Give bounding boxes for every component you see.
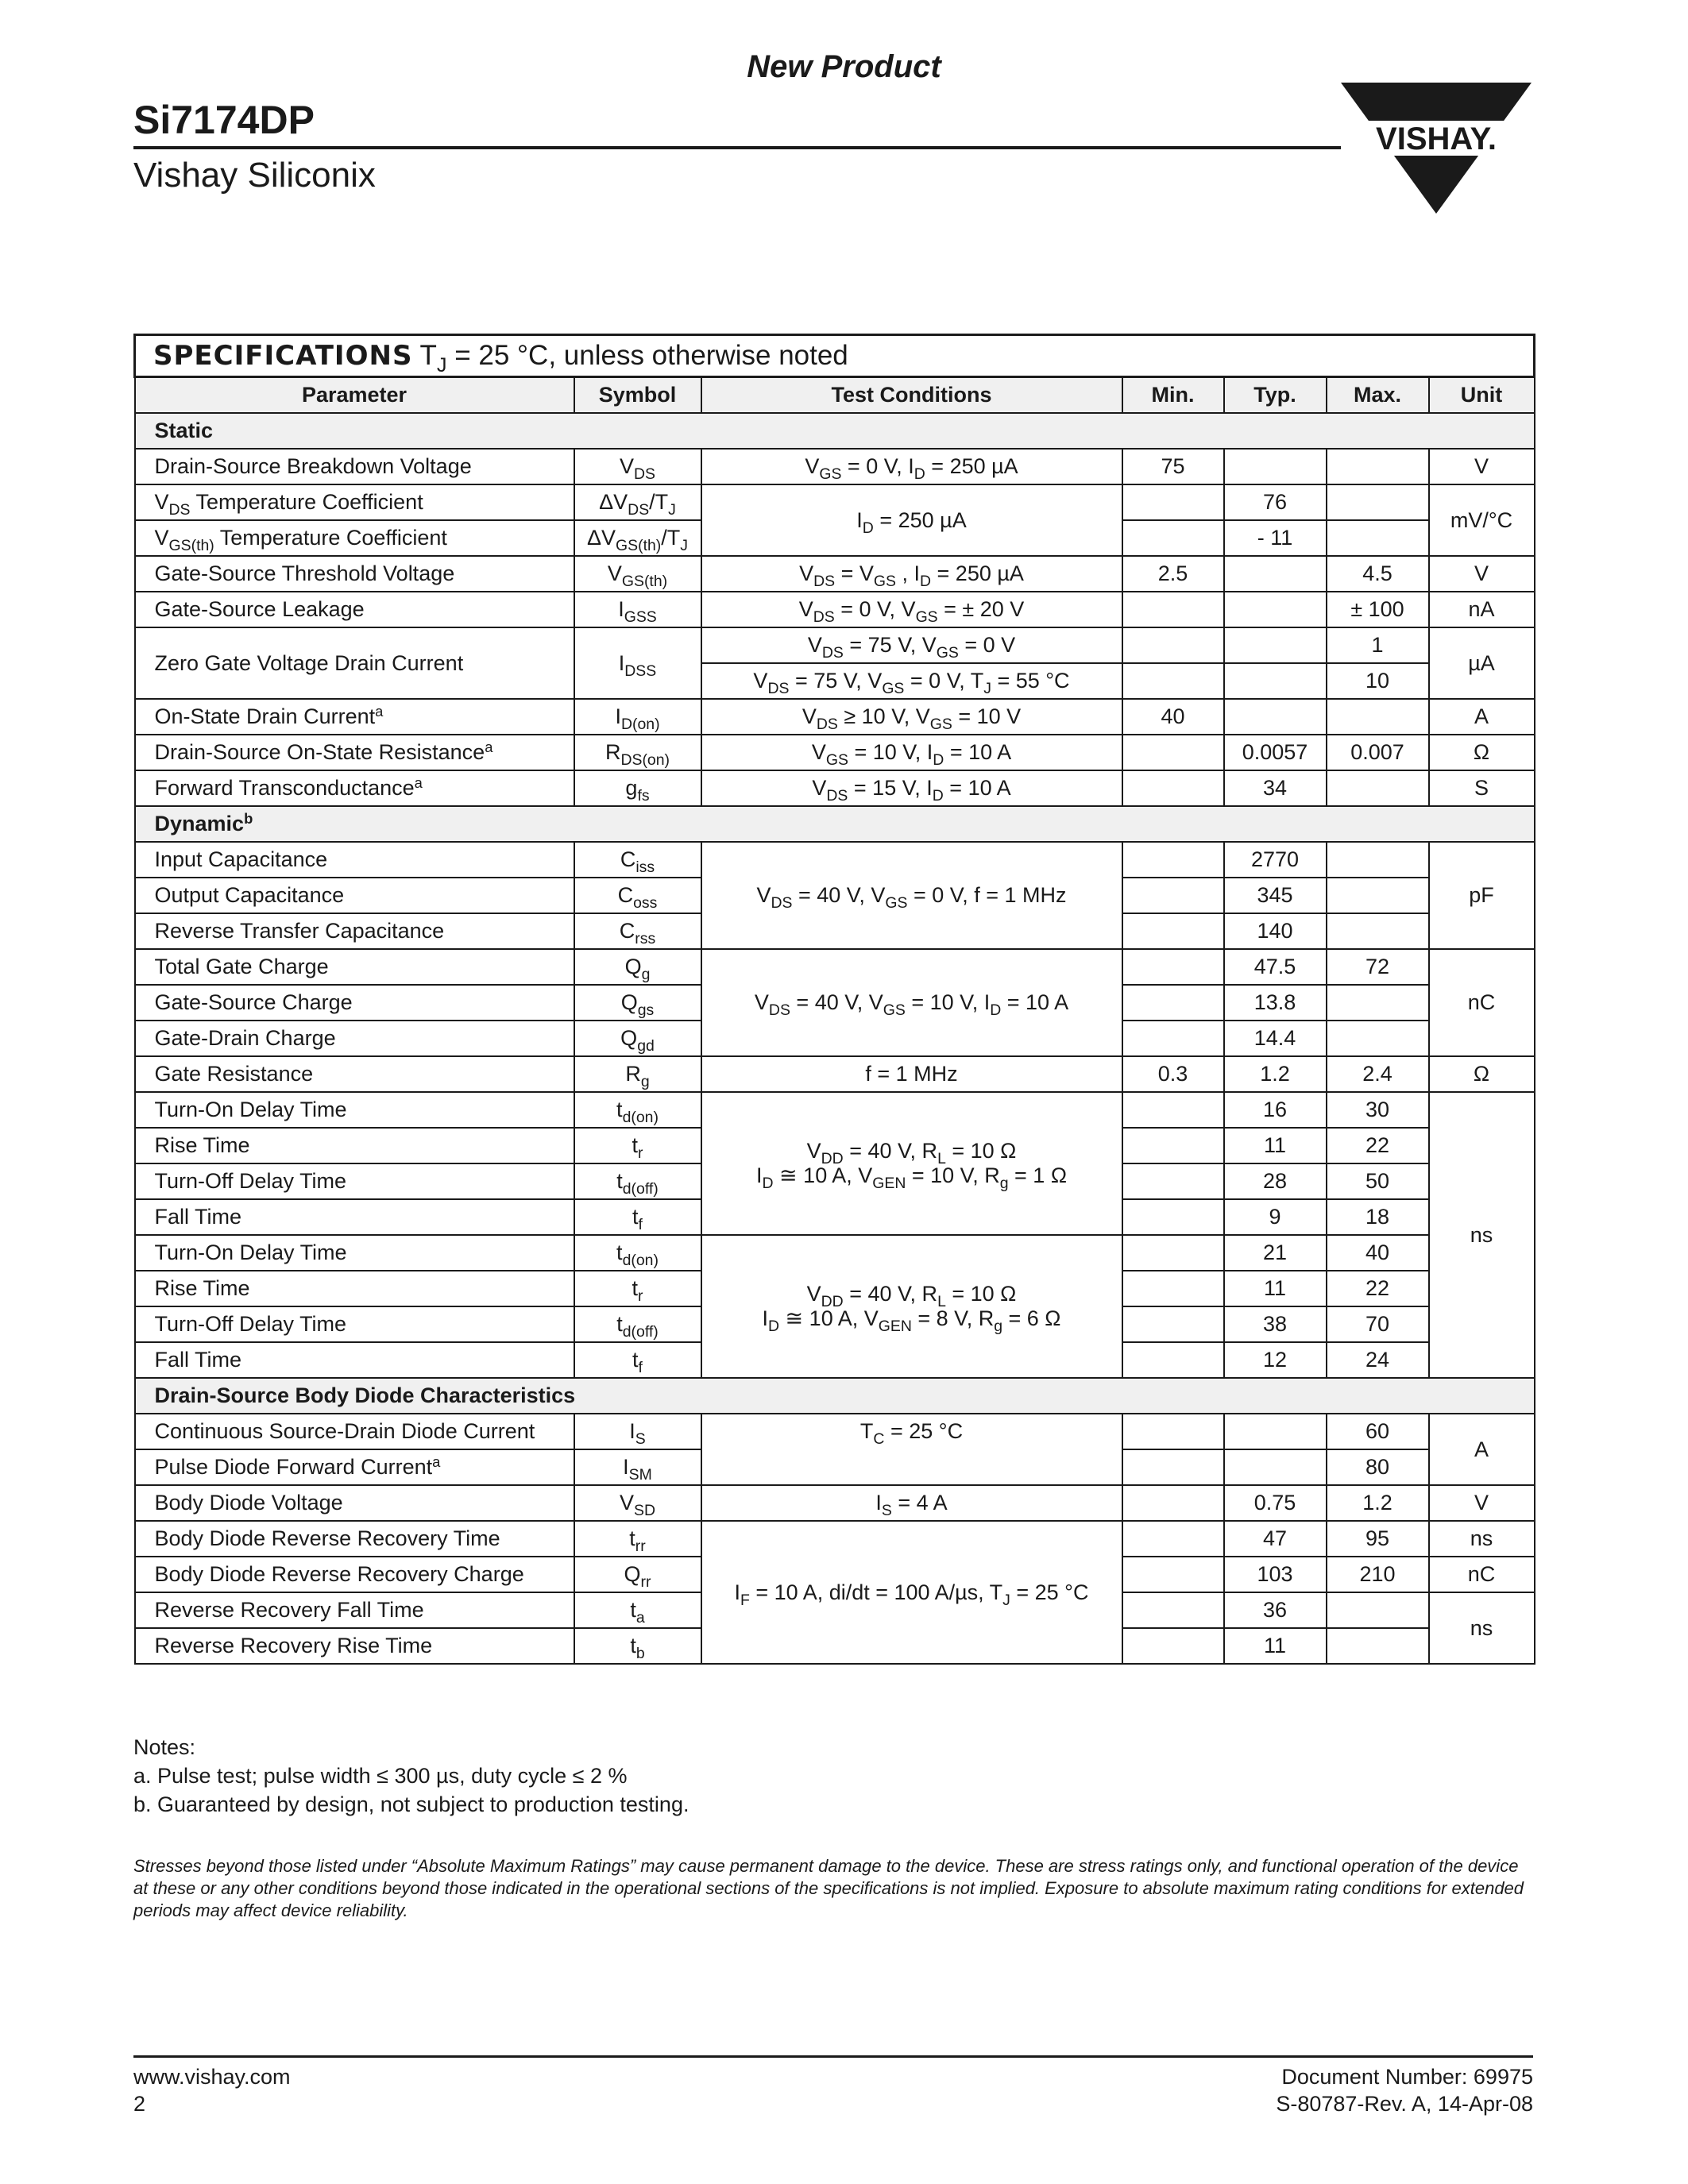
cell-parameter: $V_{DS}$ Temperature Coefficient [135, 484, 574, 520]
cell-max [1327, 913, 1429, 949]
col-parameter: Parameter [135, 377, 574, 414]
col-max: Max. [1327, 377, 1429, 414]
cell-min [1122, 770, 1224, 806]
cell-max [1327, 985, 1429, 1021]
cell-symbol: $Q_{rr}$ [574, 1557, 701, 1592]
cell-parameter: Pulse Diode Forward Current$^a$ [135, 1449, 574, 1485]
cell-min [1122, 842, 1224, 878]
cell-conditions: $I_F = 10$ A, di/dt = 100 A/µs, $T_J = 25$ °C [701, 1521, 1122, 1664]
table-row [135, 1092, 1535, 1128]
cell-min [1122, 1557, 1224, 1592]
cell-parameter: Gate-Drain Charge [135, 1021, 574, 1056]
cell-min [1122, 627, 1224, 663]
cell-max: 1 [1327, 627, 1429, 663]
cell-max: 2.4 [1327, 1056, 1429, 1092]
cell-conditions: $V_{DS} = 15$ V, $I_D = 10$ A [701, 770, 1122, 806]
cell-conditions: f = 1 MHz [701, 1056, 1122, 1092]
cell-parameter: Drain-Source Breakdown Voltage [135, 449, 574, 484]
cell-unit: V [1429, 556, 1535, 592]
cell-conditions: $V_{DS} = 75$ V, $V_{GS} = 0$ V, $T_J = 55$ °C [701, 663, 1122, 699]
cell-symbol: $t_r$ [574, 1128, 701, 1163]
cell-symbol: $R_{DS(on)}$ [574, 735, 701, 770]
cell-conditions: $I_S = 4$ A [701, 1485, 1122, 1521]
cell-typ: 11 [1224, 1628, 1327, 1664]
table-row [135, 735, 1535, 770]
table-row [135, 627, 1535, 663]
cell-max [1327, 699, 1429, 735]
cell-max: 60 [1327, 1414, 1429, 1449]
cell-min: 2.5 [1122, 556, 1224, 592]
cell-max: 72 [1327, 949, 1429, 985]
cell-symbol: $Q_{gd}$ [574, 1021, 701, 1056]
cell-min [1122, 1271, 1224, 1306]
cell-max: 24 [1327, 1342, 1429, 1378]
cell-max: ± 100 [1327, 592, 1429, 627]
footer-right [953, 2063, 1533, 2117]
cell-unit: µA [1429, 627, 1535, 699]
cell-unit: nC [1429, 1557, 1535, 1592]
cell-parameter: On-State Drain Current$^a$ [135, 699, 574, 735]
table-row [135, 699, 1535, 735]
cell-unit: S [1429, 770, 1535, 806]
cell-max [1327, 878, 1429, 913]
cell-min [1122, 1485, 1224, 1521]
cell-conditions: $V_{DS} = 0$ V, $V_{GS}$ = ± 20 V [701, 592, 1122, 627]
cell-max [1327, 842, 1429, 878]
cell-typ: 11 [1224, 1271, 1327, 1306]
cell-conditions: $V_{DS} = 40$ V, $V_{GS} = 0$ V, f = 1 MHz [701, 842, 1122, 949]
cell-symbol: $I_{DSS}$ [574, 627, 701, 699]
cell-typ: 9 [1224, 1199, 1327, 1235]
table-row [135, 949, 1535, 985]
table-row [135, 449, 1535, 484]
cell-conditions: $V_{DS} = V_{GS}$ , $I_D = 250$ µA [701, 556, 1122, 592]
cell-min [1122, 1092, 1224, 1128]
cell-max [1327, 449, 1429, 484]
cell-conditions: $V_{DS} = 75$ V, $V_{GS} = 0$ V [701, 627, 1122, 663]
cell-symbol: $V_{GS(th)}$ [574, 556, 701, 592]
cell-typ: 11 [1224, 1128, 1327, 1163]
cell-conditions: $T_C = 25$ °C [701, 1414, 1122, 1485]
cell-parameter: Drain-Source On-State Resistance$^a$ [135, 735, 574, 770]
cell-parameter: Reverse Recovery Rise Time [135, 1628, 574, 1664]
cell-min [1122, 878, 1224, 913]
cell-max [1327, 1021, 1429, 1056]
cell-min [1122, 913, 1224, 949]
cell-typ [1224, 627, 1327, 663]
cell-unit: mV/°C [1429, 484, 1535, 556]
cell-parameter: Rise Time [135, 1128, 574, 1163]
cell-symbol: $t_{d(on)}$ [574, 1235, 701, 1271]
cell-unit: A [1429, 699, 1535, 735]
table-row [135, 842, 1535, 878]
cell-typ: 2770 [1224, 842, 1327, 878]
cell-min [1122, 1628, 1224, 1664]
cell-conditions: $V_{GS} = 0$ V, $I_D = 250$ µA [701, 449, 1122, 484]
stress-disclaimer: Stresses beyond those listed under “Absolute Maximum Ratings” may cause permanent damage to the device. These are stress ratings only, and functional operation of the device at these or any other conditions beyond those indicated in the operational sections of the specifications is not implied. Exposure to absolute maximum rating conditions for extended periods may affect device reliability. [133, 1856, 1524, 1920]
cell-typ [1224, 1414, 1327, 1449]
cell-typ: 21 [1224, 1235, 1327, 1271]
cell-parameter: Input Capacitance [135, 842, 574, 878]
cell-parameter: Continuous Source-Drain Diode Current [135, 1414, 574, 1449]
table-title: SPECIFICATIONS $T_J = 25$ °C, unless otherwise noted [135, 335, 1535, 377]
cell-max [1327, 770, 1429, 806]
cell-unit: Ω [1429, 1056, 1535, 1092]
cell-typ [1224, 449, 1327, 484]
cell-symbol: $t_{d(off)}$ [574, 1306, 701, 1342]
cell-symbol: $t_a$ [574, 1592, 701, 1628]
cell-typ: 76 [1224, 484, 1327, 520]
cell-typ: 28 [1224, 1163, 1327, 1199]
cell-typ: 34 [1224, 770, 1327, 806]
cell-parameter: Body Diode Reverse Recovery Charge [135, 1557, 574, 1592]
cell-max: 40 [1327, 1235, 1429, 1271]
cell-min [1122, 484, 1224, 520]
cell-symbol: $t_f$ [574, 1199, 701, 1235]
cell-min [1122, 663, 1224, 699]
cell-symbol: $C_{rss}$ [574, 913, 701, 949]
cell-max: 18 [1327, 1199, 1429, 1235]
cell-typ [1224, 556, 1327, 592]
cell-unit: A [1429, 1414, 1535, 1485]
cell-typ: 38 [1224, 1306, 1327, 1342]
cell-unit: V [1429, 449, 1535, 484]
cell-symbol: $\Delta V_{DS}/T_J$ [574, 484, 701, 520]
cell-min [1122, 1342, 1224, 1378]
notes-heading: Notes: [133, 1735, 196, 1759]
cell-typ: 1.2 [1224, 1056, 1327, 1092]
cell-parameter: Forward Transconductance$^a$ [135, 770, 574, 806]
cell-max: 80 [1327, 1449, 1429, 1485]
cell-parameter: Turn-On Delay Time [135, 1235, 574, 1271]
cell-min: 40 [1122, 699, 1224, 735]
cell-parameter: Body Diode Voltage [135, 1485, 574, 1521]
cell-typ [1224, 699, 1327, 735]
cell-typ: 36 [1224, 1592, 1327, 1628]
cell-typ: 345 [1224, 878, 1327, 913]
cell-parameter: Total Gate Charge [135, 949, 574, 985]
cell-typ: 47.5 [1224, 949, 1327, 985]
cell-max: 4.5 [1327, 556, 1429, 592]
cell-symbol: $t_b$ [574, 1628, 701, 1664]
section-dynamic: Dynamic$^b$ [135, 806, 1535, 842]
cell-unit: nC [1429, 949, 1535, 1056]
revision: S-80787-Rev. A, 14-Apr-08 [1276, 2092, 1533, 2116]
cell-parameter: Turn-On Delay Time [135, 1092, 574, 1128]
table-row [135, 1521, 1535, 1557]
cell-typ: 0.75 [1224, 1485, 1327, 1521]
cell-unit: ns [1429, 1092, 1535, 1378]
table-row [135, 770, 1535, 806]
cell-max [1327, 1592, 1429, 1628]
cell-typ: 0.0057 [1224, 735, 1327, 770]
cell-conditions: $V_{DD} = 40$ V, $R_L = 10$ Ω $I_D$ ≅ 10 A, $V_{GEN} = 10$ V, $R_g = 1$ Ω [701, 1092, 1122, 1235]
notes [133, 1733, 689, 1819]
cell-parameter: Reverse Transfer Capacitance [135, 913, 574, 949]
cell-typ: - 11 [1224, 520, 1327, 556]
cell-min [1122, 1521, 1224, 1557]
cell-min [1122, 1021, 1224, 1056]
manufacturer-name: Vishay Siliconix [133, 156, 376, 195]
cell-parameter: Gate-Source Leakage [135, 592, 574, 627]
cell-min [1122, 949, 1224, 985]
cell-unit: V [1429, 1485, 1535, 1521]
cell-conditions: $V_{GS} = 10$ V, $I_D = 10$ A [701, 735, 1122, 770]
cell-min [1122, 1199, 1224, 1235]
cell-conditions: $V_{DS} \ge 10$ V, $V_{GS} = 10$ V [701, 699, 1122, 735]
cell-min [1122, 1306, 1224, 1342]
cell-max: 210 [1327, 1557, 1429, 1592]
specifications-table [133, 334, 1535, 1665]
cell-symbol: $t_{d(off)}$ [574, 1163, 701, 1199]
cell-parameter: Zero Gate Voltage Drain Current [135, 627, 574, 699]
cell-parameter: Output Capacitance [135, 878, 574, 913]
table-row [135, 592, 1535, 627]
table-row [135, 556, 1535, 592]
cell-min [1122, 1163, 1224, 1199]
cell-parameter: Gate Resistance [135, 1056, 574, 1092]
cell-symbol: $I_{GSS}$ [574, 592, 701, 627]
footer-rule [133, 2055, 1533, 2058]
cell-unit: ns [1429, 1521, 1535, 1557]
cell-min [1122, 592, 1224, 627]
cell-symbol: $t_r$ [574, 1271, 701, 1306]
cell-max: 50 [1327, 1163, 1429, 1199]
cell-unit: nA [1429, 592, 1535, 627]
cell-parameter: Reverse Recovery Fall Time [135, 1592, 574, 1628]
website-link[interactable]: www.vishay.com [133, 2065, 291, 2089]
footer-left [133, 2063, 291, 2117]
table-row [135, 484, 1535, 520]
cell-max: 95 [1327, 1521, 1429, 1557]
cell-min: 0.3 [1122, 1056, 1224, 1092]
cell-parameter: Fall Time [135, 1199, 574, 1235]
cell-unit: ns [1429, 1592, 1535, 1664]
cell-symbol: $t_f$ [574, 1342, 701, 1378]
cell-typ: 12 [1224, 1342, 1327, 1378]
cell-min [1122, 1235, 1224, 1271]
document-number: Document Number: 69975 [1281, 2065, 1533, 2089]
col-test-conditions: Test Conditions [701, 377, 1122, 414]
new-product-banner: New Product [747, 49, 941, 84]
table-header-row [135, 377, 1535, 414]
cell-symbol: $Q_g$ [574, 949, 701, 985]
cell-conditions: $V_{DD} = 40$ V, $R_L = 10$ Ω $I_D$ ≅ 10 A, $V_{GEN} = 8$ V, $R_g = 6$ Ω [701, 1235, 1122, 1378]
cell-symbol: $\Delta V_{GS(th)}/T_J$ [574, 520, 701, 556]
note-a: a. Pulse test; pulse width ≤ 300 µs, duty cycle ≤ 2 % [133, 1764, 628, 1788]
cell-min [1122, 985, 1224, 1021]
part-number-title: Si7174DP [133, 98, 315, 142]
cell-symbol: $V_{SD}$ [574, 1485, 701, 1521]
col-typ: Typ. [1224, 377, 1327, 414]
note-b: b. Guaranteed by design, not subject to production testing. [133, 1792, 689, 1816]
cell-max: 0.007 [1327, 735, 1429, 770]
cell-typ: 47 [1224, 1521, 1327, 1557]
cell-symbol: $Q_{gs}$ [574, 985, 701, 1021]
cell-typ: 16 [1224, 1092, 1327, 1128]
cell-unit: pF [1429, 842, 1535, 949]
cell-typ: 13.8 [1224, 985, 1327, 1021]
section-body-diode: Drain-Source Body Diode Characteristics [135, 1378, 1535, 1414]
col-unit: Unit [1429, 377, 1535, 414]
header-rule [133, 146, 1341, 149]
cell-min [1122, 735, 1224, 770]
cell-min [1122, 520, 1224, 556]
cell-typ [1224, 663, 1327, 699]
cell-max: 22 [1327, 1128, 1429, 1163]
cell-max: 70 [1327, 1306, 1429, 1342]
cell-typ: 14.4 [1224, 1021, 1327, 1056]
cell-min [1122, 1449, 1224, 1485]
cell-parameter: Body Diode Reverse Recovery Time [135, 1521, 574, 1557]
cell-typ [1224, 1449, 1327, 1485]
table-row [135, 1235, 1535, 1271]
cell-symbol: $g_{fs}$ [574, 770, 701, 806]
cell-max [1327, 1628, 1429, 1664]
cell-parameter: Gate-Source Threshold Voltage [135, 556, 574, 592]
page-number: 2 [133, 2092, 146, 2116]
cell-unit: Ω [1429, 735, 1535, 770]
cell-max [1327, 484, 1429, 520]
cell-typ: 103 [1224, 1557, 1327, 1592]
table-row [135, 1414, 1535, 1449]
cell-parameter: Turn-Off Delay Time [135, 1163, 574, 1199]
table-row [135, 1485, 1535, 1521]
cell-typ: 140 [1224, 913, 1327, 949]
col-symbol: Symbol [574, 377, 701, 414]
cell-max [1327, 520, 1429, 556]
cell-symbol: $C_{iss}$ [574, 842, 701, 878]
cell-symbol: $t_{rr}$ [574, 1521, 701, 1557]
cell-min [1122, 1414, 1224, 1449]
cell-parameter: Turn-Off Delay Time [135, 1306, 574, 1342]
cell-min [1122, 1592, 1224, 1628]
cell-parameter: Rise Time [135, 1271, 574, 1306]
cell-max: 1.2 [1327, 1485, 1429, 1521]
cell-typ [1224, 592, 1327, 627]
cell-symbol: $I_{SM}$ [574, 1449, 701, 1485]
cell-max: 30 [1327, 1092, 1429, 1128]
cell-symbol: $I_S$ [574, 1414, 701, 1449]
vishay-logo [1341, 83, 1532, 218]
cell-conditions: $V_{DS} = 40$ V, $V_{GS} = 10$ V, $I_D = 10$ A [701, 949, 1122, 1056]
cell-conditions: $I_D = 250$ µA [701, 484, 1122, 556]
cell-min: 75 [1122, 449, 1224, 484]
cell-parameter: Gate-Source Charge [135, 985, 574, 1021]
section-static: Static [135, 413, 1535, 449]
cell-symbol: $C_{oss}$ [574, 878, 701, 913]
cell-parameter: $V_{GS(th)}$ Temperature Coefficient [135, 520, 574, 556]
cell-symbol: $I_{D(on)}$ [574, 699, 701, 735]
logo-text: VISHAY. [1376, 122, 1497, 156]
cell-max: 22 [1327, 1271, 1429, 1306]
table-row [135, 1056, 1535, 1092]
cell-symbol: $t_{d(on)}$ [574, 1092, 701, 1128]
cell-max: 10 [1327, 663, 1429, 699]
cell-symbol: $V_{DS}$ [574, 449, 701, 484]
cell-parameter: Fall Time [135, 1342, 574, 1378]
cell-min [1122, 1128, 1224, 1163]
cell-symbol: $R_g$ [574, 1056, 701, 1092]
col-min: Min. [1122, 377, 1224, 414]
